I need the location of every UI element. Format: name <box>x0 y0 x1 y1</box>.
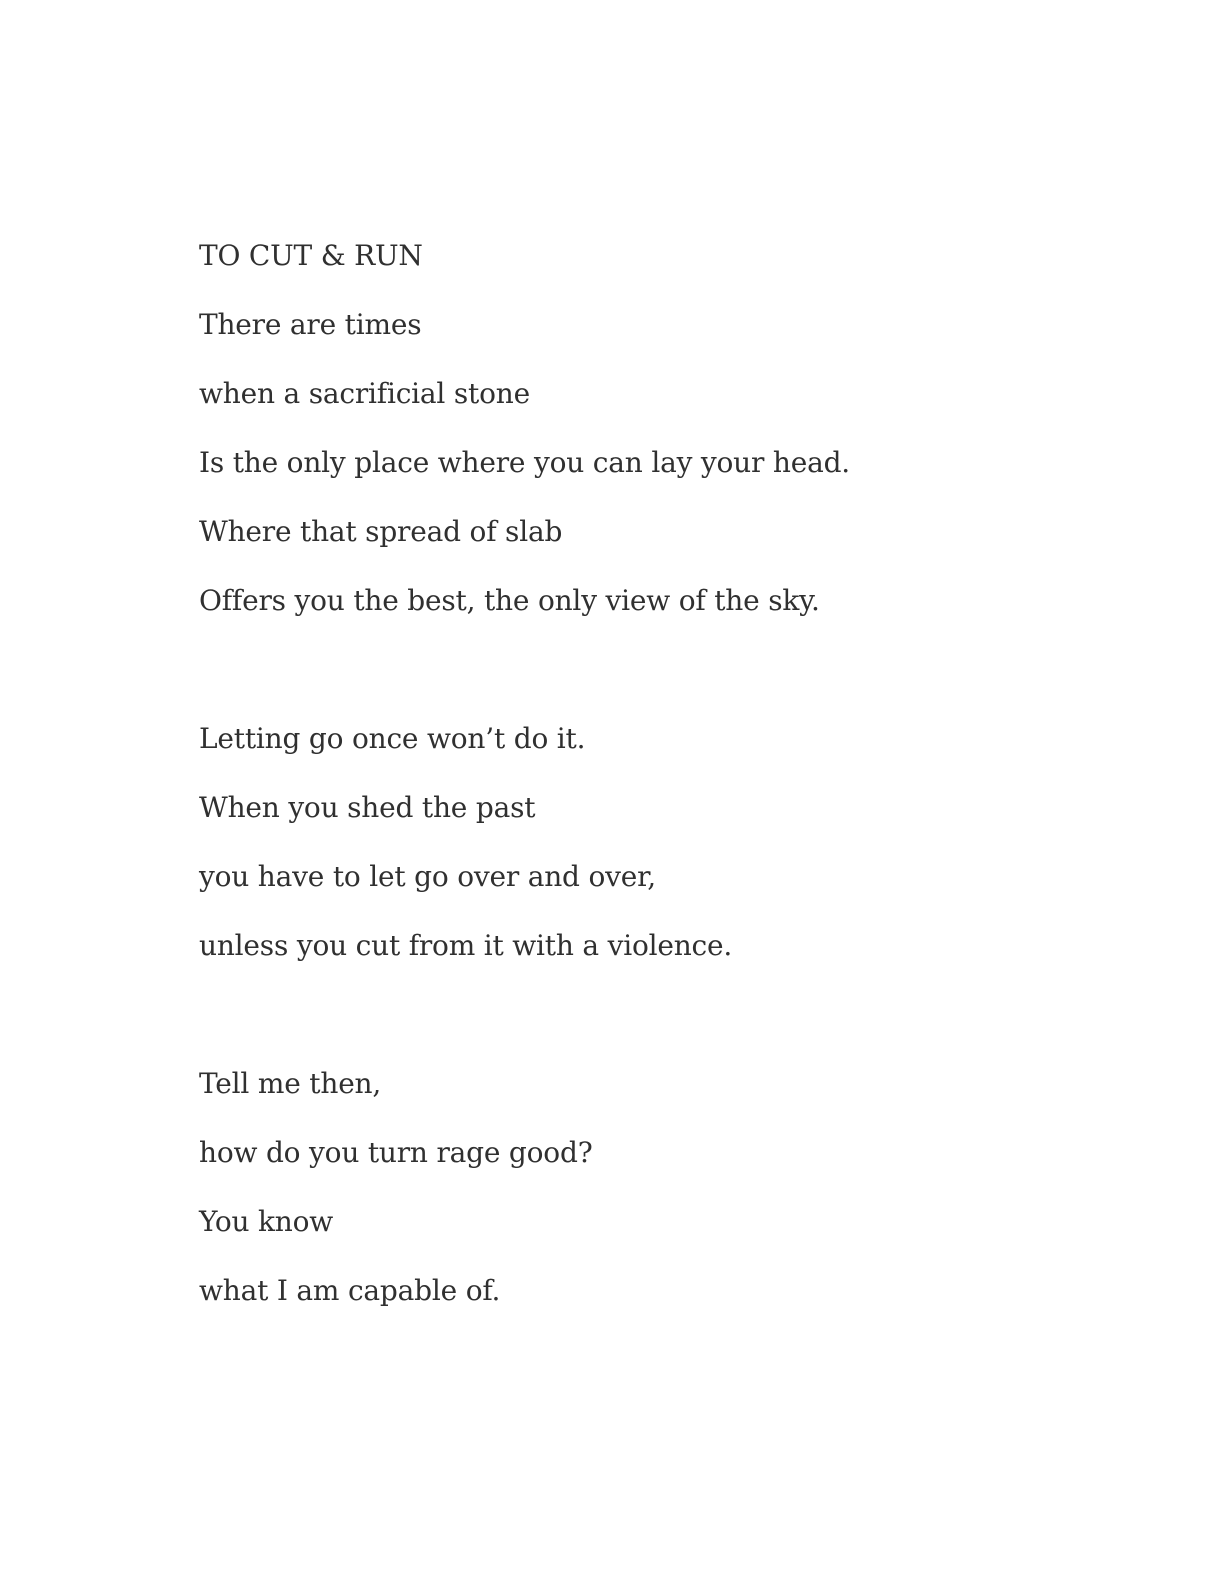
poem-line: you have to let go over and over, <box>199 860 656 893</box>
poem-stanza-3 <box>199 1049 1099 1325</box>
poem-line: Offers you the best, the only view of the sky. <box>199 584 820 617</box>
poem-line: Tell me then, <box>199 1067 382 1100</box>
poem-stanza-1 <box>199 290 1099 635</box>
poem-stanza-2 <box>199 704 1099 980</box>
poem-line: When you shed the past <box>199 791 536 824</box>
poem-line: how do you turn rage good? <box>199 1136 593 1169</box>
poem-line: Is the only place where you can lay your head. <box>199 446 851 479</box>
poem-line: when a sacrificial stone <box>199 377 530 410</box>
poem-line: Where that spread of slab <box>199 515 563 548</box>
poem-line: Letting go once won’t do it. <box>199 722 586 755</box>
poem-line: what I am capable of. <box>199 1274 501 1307</box>
poem-line: unless you cut from it with a violence. <box>199 929 733 962</box>
poem-line: There are times <box>199 308 422 341</box>
poem-title: TO CUT & RUN <box>199 239 423 272</box>
poem-line: You know <box>199 1205 334 1238</box>
poem <box>199 221 1099 1325</box>
